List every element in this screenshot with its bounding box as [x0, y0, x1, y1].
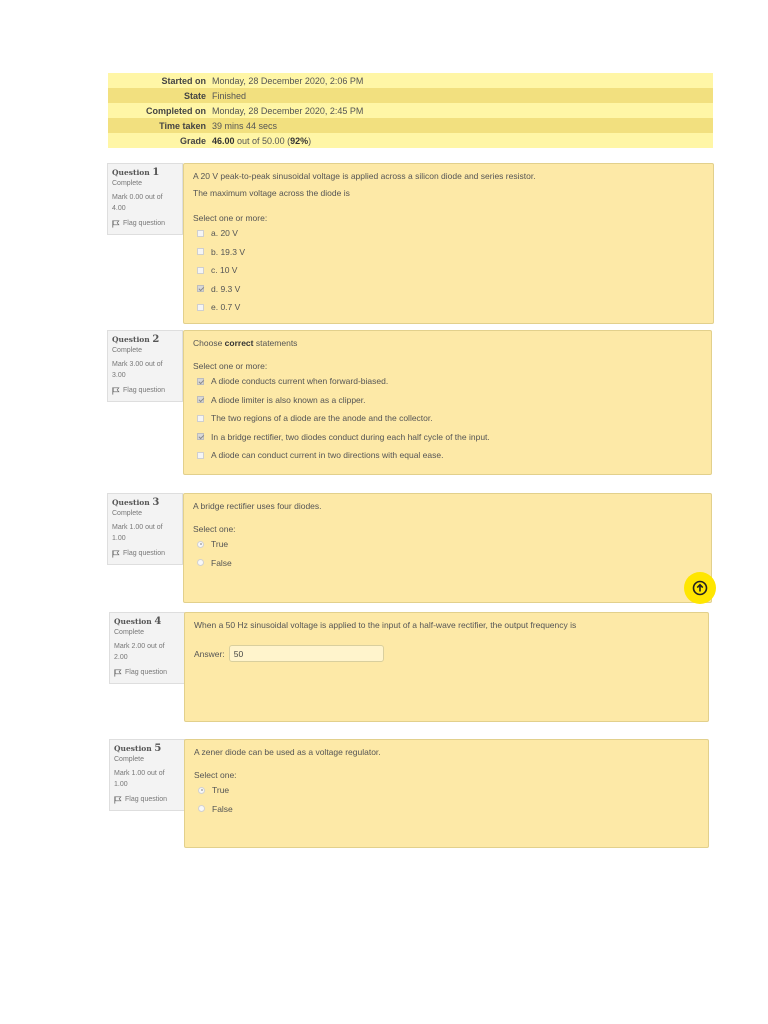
summary-row-state — [108, 88, 713, 103]
checkbox[interactable] — [197, 248, 204, 255]
answer-prompt: Select one: — [193, 524, 236, 534]
question-label: Question — [114, 617, 152, 626]
flag-question-label: Flag question — [125, 669, 168, 676]
checkbox[interactable] — [197, 304, 204, 311]
option-label: True — [212, 785, 230, 796]
question-number — [112, 334, 178, 345]
question-mark: Mark 1.00 out of 1.00 — [114, 770, 165, 788]
question-number-value: 1 — [152, 167, 160, 178]
question-content — [183, 330, 712, 475]
answer-option[interactable] — [193, 446, 702, 465]
answer-option[interactable] — [193, 243, 704, 262]
checkbox-checked[interactable] — [197, 378, 204, 385]
option-label: c. 10 V — [211, 265, 238, 276]
question-text: When a 50 Hz sinusoidal voltage is applied to the input of a half-wave rectifier, the output frequency is — [194, 620, 577, 630]
answer-option[interactable] — [193, 372, 702, 391]
question-info — [107, 330, 183, 402]
option-label: The two regions of a diode are the anode and the collector. — [211, 413, 433, 424]
flag-icon — [112, 550, 120, 558]
scroll-to-top-button[interactable] — [684, 572, 716, 604]
checkbox[interactable] — [197, 267, 204, 274]
summary-key: Completed on — [146, 105, 206, 116]
question-info — [107, 163, 183, 235]
answer-option[interactable] — [193, 535, 702, 554]
question-content — [184, 739, 709, 848]
option-label: a. 20 V — [211, 228, 238, 239]
question-text-pre: Choose — [193, 338, 225, 348]
radio-selected[interactable] — [198, 787, 205, 794]
question-content — [183, 163, 714, 324]
flag-question-label: Flag question — [123, 550, 166, 557]
question-text-2: The maximum voltage across the diode is — [193, 188, 350, 198]
answer-option[interactable] — [193, 298, 704, 317]
summary-row-time-taken — [108, 118, 713, 133]
flag-question-link[interactable] — [114, 794, 180, 805]
option-label: A diode can conduct current in two directions with equal ease. — [211, 450, 444, 461]
question-number-value: 4 — [154, 616, 162, 627]
summary-key: State — [183, 90, 206, 101]
answer-input[interactable]: 50 — [229, 645, 384, 662]
option-label: A diode conducts current when forward-biased. — [211, 376, 389, 387]
summary-row-completed — [108, 103, 713, 118]
option-label: In a bridge rectifier, two diodes conduct during each half cycle of the input. — [211, 431, 490, 442]
checkbox-checked[interactable] — [197, 285, 204, 292]
summary-value: Finished — [212, 90, 247, 101]
option-label: True — [211, 539, 229, 550]
answer-label: Answer: — [194, 648, 225, 659]
question-info — [109, 739, 185, 811]
answer-option[interactable] — [193, 391, 702, 410]
answer-option[interactable] — [194, 800, 699, 819]
answer-prompt: Select one or more: — [193, 213, 268, 223]
question-info — [107, 493, 183, 565]
summary-key: Started on — [161, 75, 206, 86]
question-status: Complete — [112, 347, 142, 354]
question-number — [114, 616, 180, 627]
question-status: Complete — [114, 629, 144, 636]
option-label: A diode limiter is also known as a clipper. — [211, 394, 366, 405]
option-label: False — [211, 557, 232, 568]
question-status: Complete — [114, 756, 144, 763]
summary-value: Monday, 28 December 2020, 2:06 PM — [212, 75, 364, 86]
radio[interactable] — [198, 805, 205, 812]
answer-prompt: Select one or more: — [193, 361, 268, 371]
question-number — [114, 743, 180, 754]
summary-value — [212, 136, 311, 146]
radio-selected[interactable] — [197, 541, 204, 548]
question-info — [109, 612, 185, 684]
question-mark: Mark 3.00 out of 3.00 — [112, 361, 163, 379]
flag-question-label: Flag question — [123, 220, 166, 227]
checkbox[interactable] — [197, 415, 204, 422]
question-mark: Mark 2.00 out of 2.00 — [114, 643, 165, 661]
flag-question-link[interactable] — [112, 385, 178, 396]
question-number-value: 2 — [152, 334, 160, 345]
grade-percent: 92% — [290, 135, 309, 146]
answer-option[interactable] — [193, 280, 704, 299]
question-label: Question — [112, 335, 150, 344]
flag-question-label: Flag question — [123, 387, 166, 394]
grade-rest: out of 50.00 ( — [234, 135, 291, 146]
answer-option[interactable] — [193, 428, 702, 447]
answer-option[interactable] — [193, 409, 702, 428]
question-label: Question — [112, 498, 150, 507]
question-status: Complete — [112, 510, 142, 517]
flag-question-link[interactable] — [114, 667, 180, 678]
answer-option[interactable] — [193, 224, 704, 243]
answer-option[interactable] — [194, 781, 699, 800]
question-content — [184, 612, 709, 722]
grade-close: ) — [308, 135, 312, 146]
question-number — [112, 497, 178, 508]
arrow-up-circle-icon — [692, 580, 708, 596]
radio[interactable] — [197, 559, 204, 566]
flag-icon — [112, 387, 120, 395]
flag-icon — [114, 796, 122, 804]
attempt-summary — [108, 73, 713, 148]
question-status: Complete — [112, 180, 142, 187]
question-number-value: 3 — [152, 497, 160, 508]
question-text — [193, 337, 702, 349]
summary-value: 39 mins 44 secs — [212, 120, 278, 131]
question-text: A zener diode can be used as a voltage regulator. — [194, 747, 381, 757]
question-label: Question — [114, 744, 152, 753]
option-label: e. 0.7 V — [211, 302, 241, 313]
checkbox-checked[interactable] — [197, 433, 204, 440]
summary-key: Time taken — [159, 120, 206, 131]
question-mark: Mark 1.00 out of 1.00 — [112, 524, 163, 542]
option-label: b. 19.3 V — [211, 246, 246, 257]
answer-option[interactable] — [193, 554, 702, 573]
question-number — [112, 167, 178, 178]
option-label: False — [212, 803, 233, 814]
option-label: d. 9.3 V — [211, 283, 241, 294]
checkbox[interactable] — [197, 230, 204, 237]
question-text: A bridge rectifier uses four diodes. — [193, 501, 322, 511]
summary-row-started — [108, 73, 713, 88]
question-text-post: statements — [253, 338, 298, 348]
checkbox[interactable] — [197, 452, 204, 459]
question-number-value: 5 — [154, 743, 162, 754]
answer-option[interactable] — [193, 261, 704, 280]
flag-question-link[interactable] — [112, 548, 178, 559]
summary-value: Monday, 28 December 2020, 2:45 PM — [212, 105, 364, 116]
checkbox-checked[interactable] — [197, 396, 204, 403]
answer-prompt: Select one: — [194, 770, 237, 780]
question-label: Question — [112, 168, 150, 177]
answer-row — [194, 645, 699, 662]
flag-question-link[interactable] — [112, 218, 178, 229]
flag-icon — [114, 669, 122, 677]
question-text-bold: correct — [224, 338, 254, 348]
flag-icon — [112, 220, 120, 228]
summary-key: Grade — [179, 135, 206, 146]
question-mark: Mark 0.00 out of 4.00 — [112, 194, 163, 212]
grade-score: 46.00 — [212, 135, 235, 146]
question-text: A 20 V peak-to-peak sinusoidal voltage is applied across a silicon diode and series resistor. — [193, 171, 536, 181]
summary-row-grade — [108, 133, 713, 148]
question-content — [183, 493, 712, 603]
flag-question-label: Flag question — [125, 796, 168, 803]
